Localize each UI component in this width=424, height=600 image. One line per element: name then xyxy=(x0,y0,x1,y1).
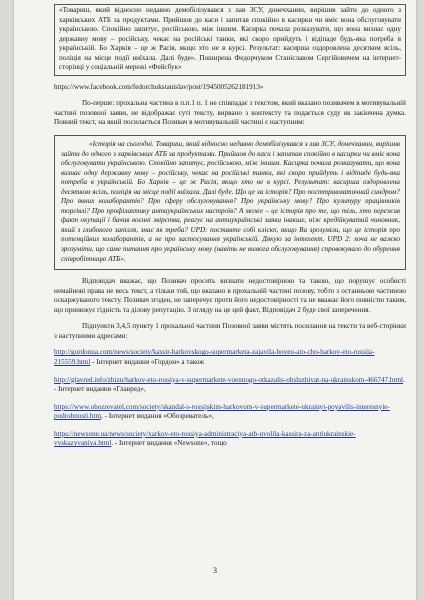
reference-source-gordon: - Інтернет видання «Гордон» а також xyxy=(90,357,205,366)
reference-link-gordon[interactable]: http://gordonua.com/news/society/kassir-harkovskogo-supermarketa-zajavila-boyeu-ato-cho-harkov-eto-rossija-215559.html xyxy=(54,348,375,366)
reference-item xyxy=(54,376,406,395)
reference-link-obozrevatel[interactable]: https://www.obozrevatel.com/society/skandal-s-rossijskim-harkovom-v-supermarkete-ukrainyi-poyavilis-interesnyie-podrobnosti.htm xyxy=(54,402,390,421)
reference-source-obozrevatel: , - Інтернет видання «Обозреватель», xyxy=(101,412,214,421)
boxed-excerpt-text: «Товариш, який відносно недавно демобілізувався з лав ЗСУ, донечханин, вирішив зайти до одного з харківських АТБ за продуктами. Прийшов до каси і запитав спокійно в касирки чи вміє вона обслуговувати українською. Спокійно запитує, російською, між іншим. Касирка почала розказувати, що вона визнає одну державну мову – російську, чекає на російські танки, які скоро прийдуть і відіпаде будь-яка потреба в українській. Бо Харків – це ж Расія, якщо хто не в курсі. Результат: касирша оздоровлена десятком ясіль, поліція на місце події виїхала. Далі буде». Поширена Федорчуком Станіславом Сергійовичем на інтернет-сторінці у соціальній мережі «Фейсбук» xyxy=(59,6,401,72)
full-quote-text: «Історія на сьогодні. Товариш, який відносно недавно демобілізувався з лав ЗСУ, донечханин, вирішив зайти до одного з харківських АТБ за продуктами. Прийшов до каси і запитав спокійно в касирки чи вміє вона обслуговувати українською. Спокійно запитує, російською, між іншим. Касирка почала розказувати, що вона визнає одну державну мову – російську, чекає на російські танки, які скоро прийдуть і відіпаде будь-яка потреба в українській. Бо Харків – це ж Расія, якщо хто не в курсі. Результат: касирша оздоровлена десятком ясіль, поліція на місце події виїхала. Далі буде. Що це за історія? Про посттравматичний синдром? Про явних колаборантів? Про сферу обслуговування? Про українську мову? Про культуру працівників торгівлі? Про профілактику антиукраїнських настроїв? А може – це історія про те, що тіль, хто пережив факт окупації і бачив воєнні звірства, реагує на антиукраїнські заяви інакше, ніж кредійкуватий чиновник, який з глибокого запілля, знає як треба? UPD: поставте собі кліскп, якщо Ви зрозуміли, що це історія про потенційних колаборантів, а не про застосування українській. Дякую за інтелект. UPD 2: хоча не важко зрозуміти, що саме питання про українську мову (навіть не вимога обслуговування) спровокувало до обурення співробітницю АТБ». xyxy=(61,140,400,263)
boxed-excerpt xyxy=(54,4,406,76)
document-page xyxy=(14,0,416,600)
paragraph-subpoints: Підпункти 3,4,5 пункту 1 прохальної частини Позовної заяви містять посилання на тексти та веб-сторінки з наступними адресами: xyxy=(54,322,406,340)
reference-item xyxy=(54,430,406,449)
reference-source-newsone: . - Інтернет видання «Newsone», тощо xyxy=(111,439,227,448)
facebook-url-line xyxy=(54,83,406,93)
reference-link-glavred[interactable]: http://glavred.info/zhizn/harkov-eto-rossiya-v-supermarkete-voennogo-otkazalis-obsluzhivat-na-ukrainskom-466747.html xyxy=(54,375,403,384)
facebook-url[interactable]: https://www.facebook.com/fedorchukstanislav/post/1945005262181913» xyxy=(54,82,264,91)
document-body xyxy=(54,4,406,457)
full-quote-box xyxy=(54,135,406,270)
reference-link-newsone[interactable]: https://newsone.ua/news/society/xarkov-eto-rossiya-administraciya-atb-uvolila-kassira-za-antiukrainskie-vyskazyvaniya.html xyxy=(54,429,356,448)
paragraph-response: Відповідач вважає, що Позивач просить визнати недостовірною та такою, що порушує особисті немайнові права не весь текст, а тільки той, що вказано в прохальній частині позову, тобто з останньою частиною оскаржуваного тексту. Позивач згоден, не заперечує проти його недостовірності та не вважає його повністю таким, що принижує гідність та ділову репутацію. З огляду на це цей факт, Відповідач 2 буде свої заперечення. xyxy=(54,277,406,314)
page-number: 3 xyxy=(213,566,217,575)
reference-item xyxy=(54,403,406,422)
paragraph-motivation: По-перше: прохальна частина в п.п.1 п. 1 не співпадає з текстом, який вказано позивачем в мотивувальній частині позовної заяви, не відображає суті тексту, вирвано з контексту та подається суду як закінчена думка. Повний текст, на який посилається Позивач в мотивувальній частині є наступним: xyxy=(54,99,406,127)
reference-source-glavred: . - Інтернет видання «Главред», xyxy=(54,375,405,394)
reference-item xyxy=(54,348,406,367)
